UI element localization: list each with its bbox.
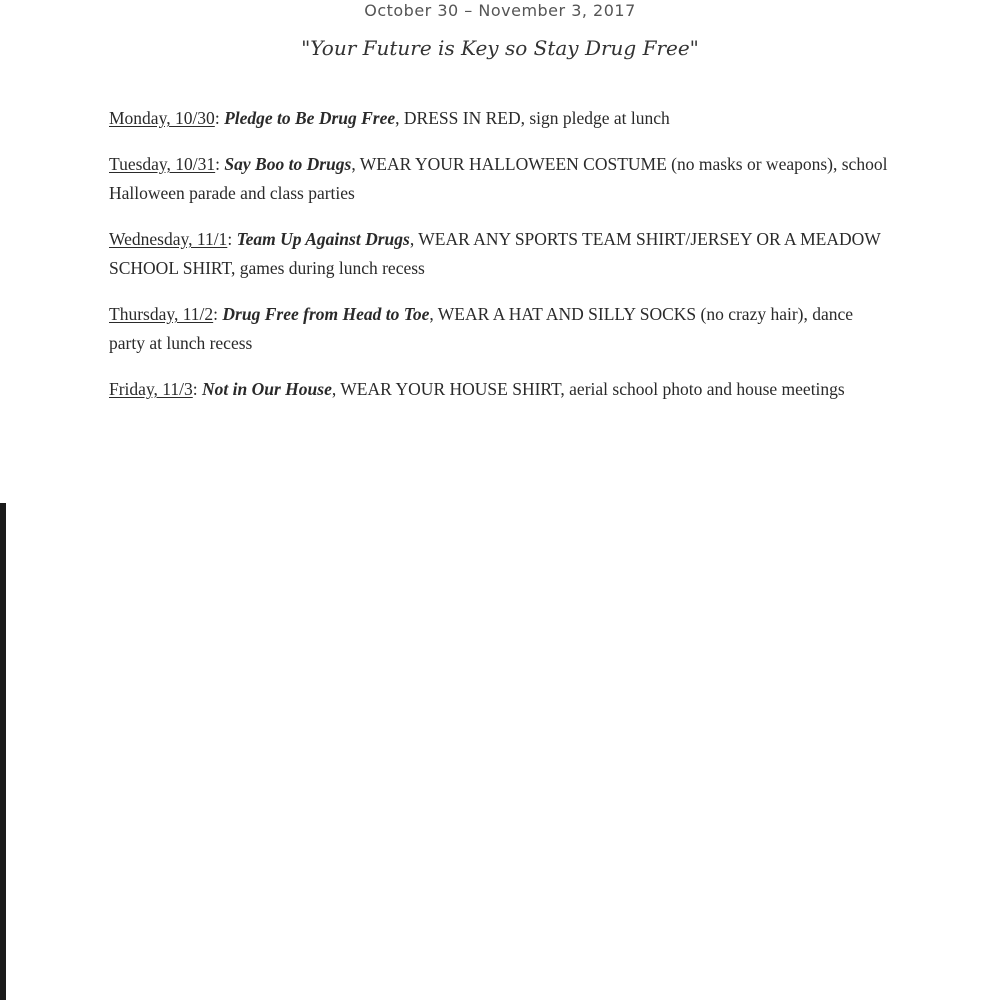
- day-label: Monday, 10/30: [109, 108, 215, 128]
- entry-details: , WEAR YOUR HALLOWEEN COSTUME (no masks or weapons), school Halloween parade and class parties: [109, 154, 888, 203]
- theme-name: Drug Free from Head to Toe: [222, 304, 430, 324]
- entry-details: , DRESS IN RED, sign pledge at lunch: [395, 108, 670, 128]
- schedule-entry-thursday: [109, 300, 889, 358]
- separator: :: [227, 229, 237, 249]
- schedule-entry-monday: [109, 104, 889, 133]
- separator: :: [215, 154, 225, 174]
- entry-details: , WEAR YOUR HOUSE SHIRT, aerial school photo and house meetings: [331, 379, 845, 399]
- schedule-entry-tuesday: [109, 150, 889, 208]
- scan-edge-shadow: [0, 503, 6, 1000]
- theme-name: Not in Our House: [202, 379, 332, 399]
- entry-details: , WEAR ANY SPORTS TEAM SHIRT/JERSEY OR A MEADOW SCHOOL SHIRT, games during lunch recess: [109, 229, 881, 278]
- day-label: Wednesday, 11/1: [109, 229, 228, 249]
- schedule-entry-friday: [109, 375, 889, 404]
- entry-details: , WEAR A HAT AND SILLY SOCKS (no crazy hair), dance party at lunch recess: [109, 304, 854, 353]
- date-range: October 30 – November 3, 2017: [364, 1, 636, 20]
- schedule-list: [109, 104, 889, 421]
- motto: "Your Future is Key so Stay Drug Free": [301, 36, 699, 60]
- theme-name: Team Up Against Drugs: [236, 229, 410, 249]
- theme-name: Say Boo to Drugs: [224, 154, 352, 174]
- separator: :: [214, 108, 225, 128]
- separator: :: [213, 304, 223, 324]
- day-label: Tuesday, 10/31: [109, 154, 216, 174]
- day-label: Thursday, 11/2: [109, 304, 214, 324]
- day-label: Friday, 11/3: [109, 379, 193, 399]
- schedule-entry-wednesday: [109, 225, 889, 283]
- theme-name: Pledge to Be Drug Free: [224, 108, 396, 128]
- separator: :: [192, 379, 203, 399]
